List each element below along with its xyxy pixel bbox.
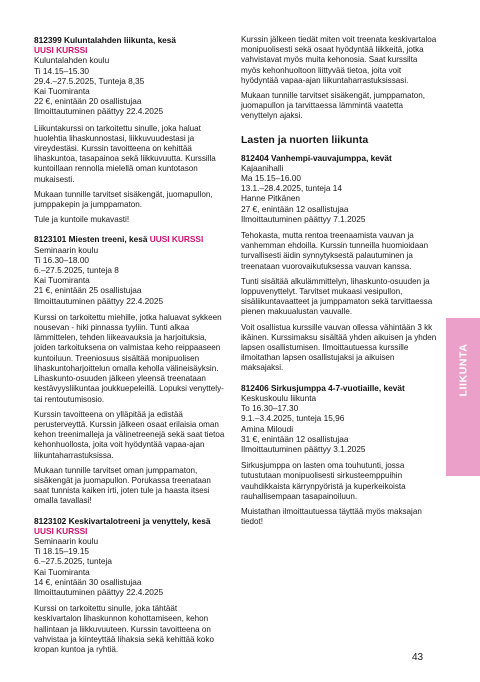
course-description: Sirkusjumppa on lasten oma touhutunti, jossa tutustutaan monipuolisesti sirkusteemppuihin vauhdikkaista kärrynpyöristä ja kuperkeikoista rauhallisempaan tasapainoiluun. — [241, 461, 406, 501]
course-812399 — [34, 35, 226, 225]
course-description: Mukaan tunnille tarvitset oman jumppamaton, sisäkengät ja juomapullon. Porukassa treenataan saat tunnista kaiken irti, joten tule ja haasta itsesi omalla tavallasi! — [34, 465, 211, 506]
course-time: To 16.30–17.30 — [241, 403, 299, 414]
course-teacher: Amina Miloudi — [241, 423, 294, 434]
course-registration-deadline: Ilmoittautuminen päättyy 3.1.2025 — [241, 443, 366, 454]
course-registration-deadline: Ilmoittautuminen päättyy 22.4.2025 — [34, 295, 164, 306]
course-price: 21 €, enintään 25 osallistujaa — [34, 285, 142, 296]
course-812404 — [241, 153, 437, 374]
course-title: 8123102 Keskivartalotreeni ja venyttely, kesä — [34, 515, 211, 526]
course-dates: 6.–27.5.2025, tunteja — [34, 556, 112, 567]
course-description: Tunti sisältää alkulämmittelyn, lihaskunto-osuuden ja loppuvenyttelyt. Tarvitset mukaasi vesipullon, sisäliikuntavaatteet ja jumppamaton sekä tarvittaessa pienen makuualustan vauvalle. — [241, 276, 433, 317]
course-description: Tule ja kuntoile mukavasti! — [34, 215, 130, 225]
course-price: 27 €, enintään 12 osallistujaa — [241, 203, 349, 214]
course-teacher: Kai Tuomiranta — [34, 275, 90, 286]
course-description: Muistathan ilmoittautuessa täyttää myös maksajan tiedot! — [241, 506, 422, 527]
page-number: 43 — [412, 652, 424, 663]
course-registration-deadline: Ilmoittautuminen päättyy 22.4.2025 — [34, 586, 164, 597]
course-time: Ti 18.15–19.15 — [34, 546, 90, 557]
course-teacher: Kai Tuomiranta — [34, 566, 90, 577]
section-heading: Lasten ja nuorten liikunta — [241, 133, 369, 146]
course-price: 31 €, enintään 12 osallistujaa — [241, 433, 349, 444]
new-course-badge: UUSI KURSSI — [34, 45, 88, 56]
course-812406 — [241, 383, 437, 528]
course-time: Ti 14.15–15.30 — [34, 65, 90, 76]
course-description: Kurssi on tarkoitettu sinulle, joka tähtäät keskivartalon lihaskunnon kohottamiseen, kehon hallintaan ja liikkuvuuteen. Kurssin tavoitteena on vahvistaa ja kiinteyttää lihaksia sekä kehittää koko kropan kuntoa ja ryhtiä. — [34, 604, 214, 654]
course-dates: 6.–27.5.2025, tunteja 8 — [34, 265, 119, 276]
course-8123101 — [34, 234, 226, 506]
course-location: Seminaarin koulu — [34, 244, 99, 255]
course-registration-deadline: Ilmoittautuminen päättyy 22.4.2025 — [34, 106, 164, 117]
right-column — [241, 35, 437, 536]
course-8123102 — [34, 516, 226, 656]
course-description-continued: Kurssin jälkeen tiedät miten voit treenata keskivartaloa monipuolisesti sekä osaat hyödyntää liikkeitä, jotka vahvistavat myös muita kehonosia. Saat kurssilta myös kehonhuoltoon liittyvää tietoa, joita voit hyödyntää vapaa-ajan liikuntaharrastuksissasi. — [241, 35, 437, 85]
new-course-badge: UUSI KURSSI — [149, 234, 204, 245]
course-dates: 29.4.–27.5.2025, Tunteja 8,35 — [34, 75, 145, 86]
new-course-badge: UUSI KURSSI — [34, 525, 88, 536]
course-teacher: Hanne Pitkänen — [241, 193, 301, 204]
course-title — [34, 234, 226, 244]
course-location: Kuluntalahden koulu — [34, 55, 110, 66]
course-description: Tehokasta, mutta rentoa treenaamista vauvan ja vanhemman ehdoilla. Kurssin tunneilla huomioidaan turvallisesti äidin synnytyksestä palautuminen ja treenataan vuorovaikutuksessa vauvan kanssa. — [241, 231, 429, 271]
course-price: 22 €, enintään 20 osallistujaa — [34, 96, 142, 107]
course-description: Mukaan tunnille tarvitset sisäkengät, juomapullon, jumppakepin ja jumppamaton. — [34, 189, 213, 210]
course-description-continued: Mukaan tunnille tarvitset sisäkengät, jumppamaton, juomapullon ja tarvittaessa lämmintä vaatetta venyttelyn ajaksi. — [241, 91, 426, 121]
course-location: Seminaarin koulu — [34, 535, 99, 546]
course-dates: 9.1.–3.4.2025, tunteja 15,96 — [241, 413, 345, 424]
course-title: 812399 Kuluntalahden liikunta, kesä — [34, 35, 177, 45]
course-registration-deadline: Ilmoittautuminen päättyy 7.1.2025 — [241, 213, 366, 224]
course-time: Ti 16.30–18.00 — [34, 254, 90, 265]
course-teacher: Kai Tuomiranta — [34, 86, 90, 97]
course-description: Voit osallistua kurssille vauvan ollessa vähintään 3 kk ikäinen. Kurssimaksu sisältää yhden aikuisen ja yhden lapsen osallistumisen. Ilmoittautuessa kurssille ilmoitathan lapsen osallistujaksi ja aikuisen maksajaksi. — [241, 322, 437, 373]
side-tab-text: LIIKUNTA — [457, 343, 470, 397]
course-description: Kurssi on tarkoitettu miehille, jotka haluavat sykkeen nousevan - hiki pinnassa tyyliin. Tunti alkaa lämmittelen, tehden liikeavauksia ja harjoituksia, joiden tarkoituksena on valmistaa keho reippaaseen kuntoiluun. Treeniosuus sisältää monipuolisen lihaskuntoharjoittelun omalla keholla välineisäyksin. Lihaskunto-osuuden jälkeen yleensä treenataan kestävyysliikuntaa joukkuepeleillä. Lopuksi venyttely- tai rentoutumisosio. — [34, 312, 224, 404]
course-description: Liikuntakurssi on tarkoitettu sinulle, joka haluat huolehtia lihaskunnostasi, liikkuvuudestasi ja vireydestäsi. Kurssin tavoitteena on kehittää lihaskuntoa, tasapainoa sekä liikkuvuutta. Kurssilla kuntoillaan rennolla mielellä oman kuntotason mukaisesti. — [34, 123, 216, 184]
course-title: 812404 Vanhempi-vauvajumppa, kevät — [241, 152, 392, 163]
course-title: 812406 Sirkusjumppa 4-7-vuotiaille, kevät — [241, 382, 405, 393]
left-column — [34, 35, 226, 664]
section-side-tab-label — [446, 330, 480, 410]
course-location: Kajaanihalli — [241, 162, 284, 173]
course-price: 14 €, enintään 30 osallistujaa — [34, 576, 142, 587]
course-time: Ma 15.15–16.00 — [241, 173, 301, 184]
course-description: Kurssin tavoitteena on ylläpitää ja edistää perusterveyttä. Kurssin jälkeen osaat erilaisia oman kehon treenimalleja ja välinetreenejä sekä saat tietoa kehonhuollosta, joita voit hyödyntää vapaa-ajan liikuntaharrastuksissa. — [34, 409, 225, 460]
course-title-text: 8123101 Miesten treeni, kesä — [34, 234, 148, 245]
course-location: Keskuskoulu liikunta — [241, 392, 317, 403]
course-dates: 13.1.–28.4.2025, tunteja 14 — [241, 183, 343, 194]
